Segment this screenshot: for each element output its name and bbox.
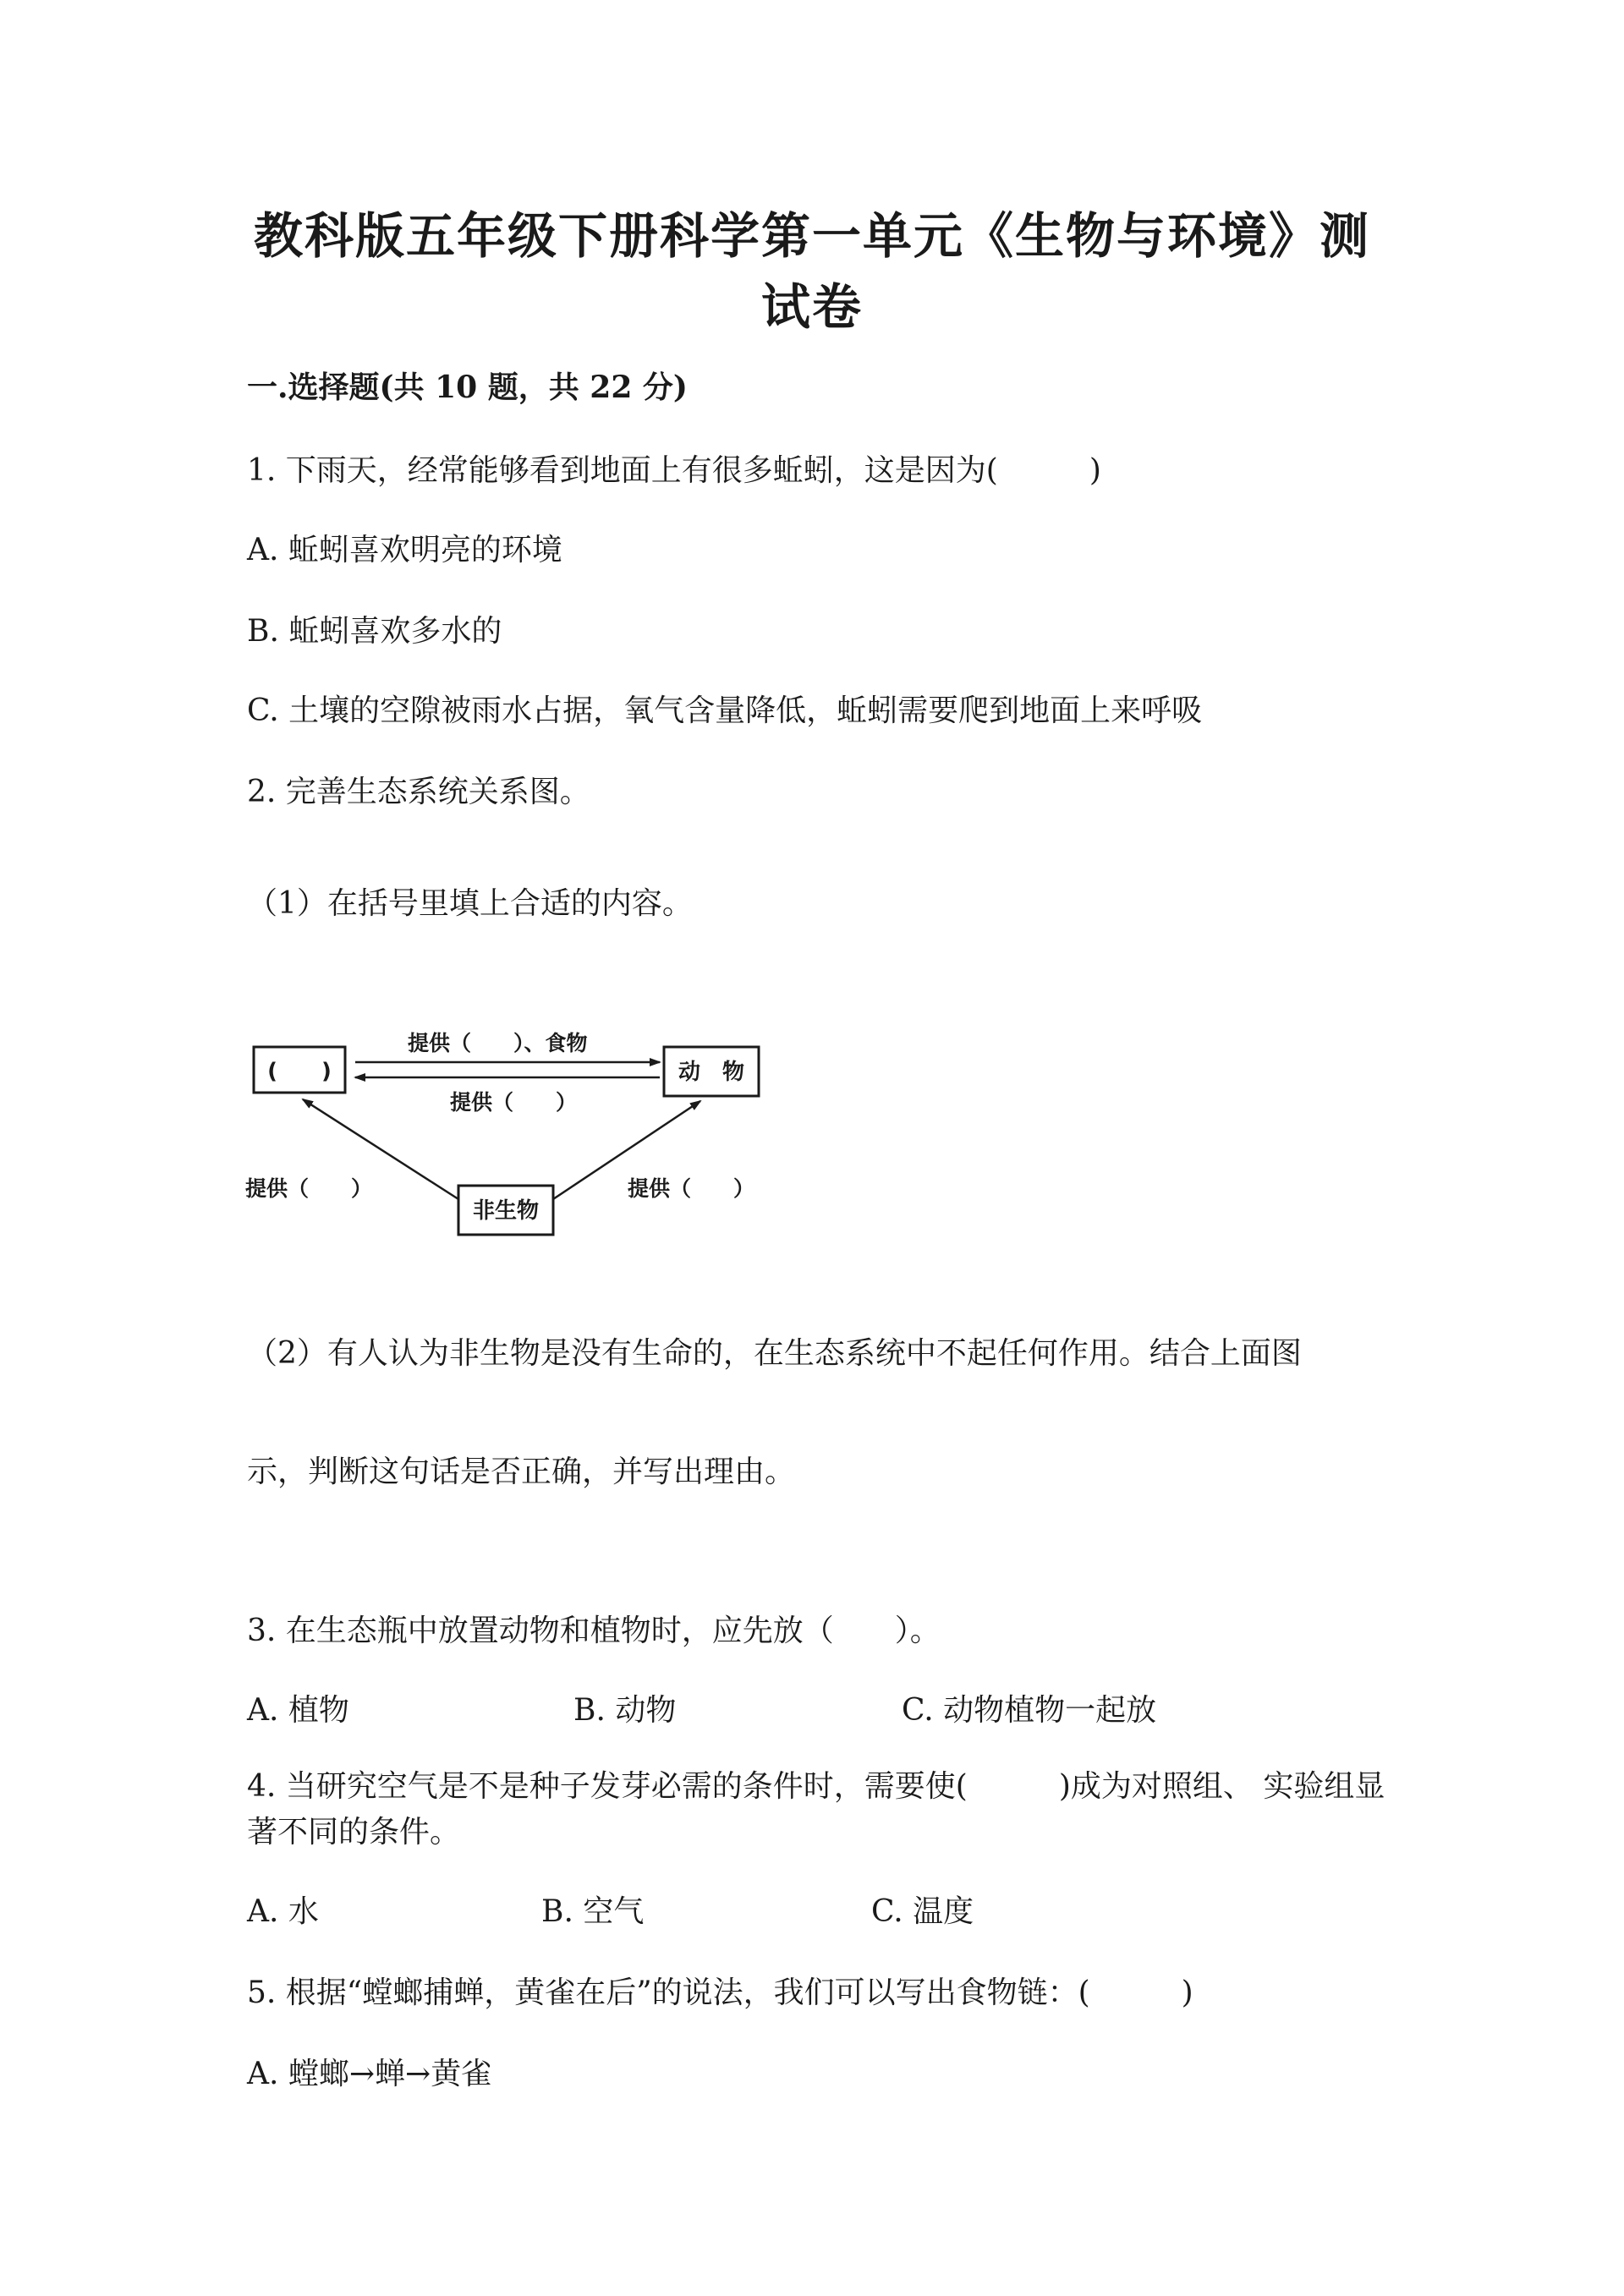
question-2-stem: 2. 完善生态系统关系图。 bbox=[247, 775, 590, 809]
question-1-option-c: C. 土壤的空隙被雨水占据，氧气含量降低，蚯蚓需要爬到地面上来呼吸 bbox=[247, 693, 1203, 728]
question-4-option-c: C. 温度 bbox=[871, 1894, 974, 1929]
section-heading: 一.选择题(共 10 题，共 22 分) bbox=[247, 370, 688, 405]
page-title-line2: 试卷 bbox=[760, 278, 863, 336]
question-1-stem: 1. 下雨天，经常能够看到地面上有很多蚯蚓，这是因为( ) bbox=[247, 453, 1101, 488]
question-2-part2-line1: （2）有人认为非生物是没有生命的，在生态系统中不起任何作用。结合上面图 bbox=[247, 1336, 1302, 1371]
arrow-mid-label: 提供（ ） bbox=[450, 1090, 578, 1115]
arrow-left-label: 提供（ ） bbox=[245, 1176, 373, 1201]
producer-box-label: ( ) bbox=[267, 1059, 332, 1084]
question-3-option-a: A. 植物 bbox=[247, 1693, 349, 1728]
question-1-option-b: B. 蚯蚓喜欢多水的 bbox=[247, 614, 502, 649]
question-2-part1: （1）在括号里填上合适的内容。 bbox=[247, 886, 693, 921]
arrow-right-label: 提供（ ） bbox=[628, 1176, 755, 1201]
nonliving-box-label: 非生物 bbox=[472, 1198, 540, 1224]
question-4-option-a: A. 水 bbox=[247, 1894, 319, 1929]
question-3-stem: 3. 在生态瓶中放置动物和植物时，应先放（ ）。 bbox=[247, 1614, 941, 1648]
question-3-option-b: B. 动物 bbox=[573, 1693, 677, 1728]
question-5-option-a: A. 螳螂→蝉→黄雀 bbox=[247, 2057, 492, 2091]
question-5-stem: 5. 根据“螳螂捕蝉，黄雀在后”的说法，我们可以写出食物链：( ) bbox=[247, 1975, 1193, 2010]
question-2-part2-line2: 示，判断这句话是否正确，并写出理由。 bbox=[247, 1455, 796, 1489]
animal-box-label: 动 物 bbox=[678, 1060, 745, 1085]
question-3-option-c: C. 动物植物一起放 bbox=[902, 1693, 1157, 1728]
question-4-stem: 4. 当研究空气是不是种子发芽必需的条件时，需要使( )成为对照组、 实验组显著不同的条件。 bbox=[247, 1769, 1385, 1849]
page-title-line1: 教科版五年级下册科学第一单元《生物与环境》测 bbox=[253, 207, 1370, 265]
ecosystem-diagram bbox=[237, 998, 778, 1269]
question-1-option-a: A. 蚯蚓喜欢明亮的环境 bbox=[247, 533, 562, 567]
arrow-top-label: 提供（ ）、食物 bbox=[408, 1031, 588, 1055]
question-4-option-b: B. 空气 bbox=[541, 1894, 645, 1929]
